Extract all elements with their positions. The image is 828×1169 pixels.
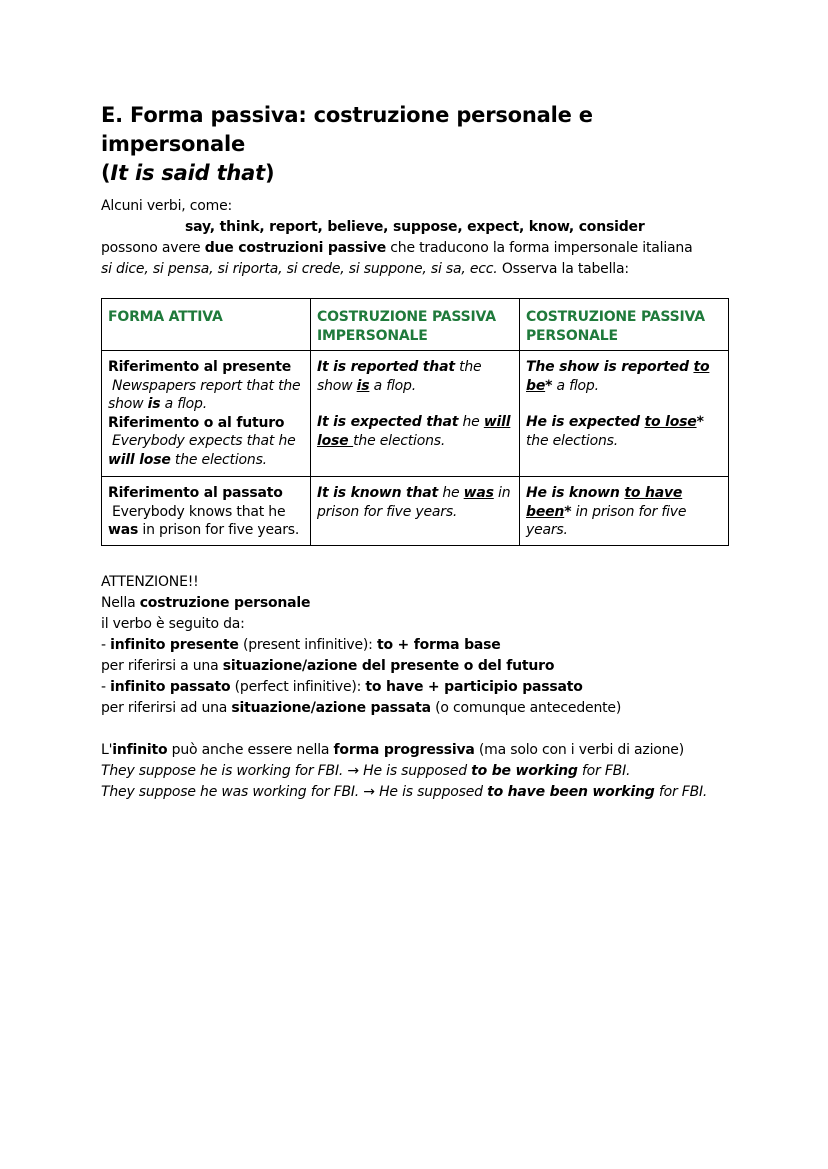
- cell-bold: It is reported that: [317, 359, 455, 375]
- cell-bold: The show is reported: [526, 359, 694, 375]
- progressive-example: [101, 782, 741, 803]
- cell-gap: [317, 395, 513, 413]
- header-forma-attiva: FORMA ATTIVA: [102, 299, 311, 351]
- notes-line: [101, 593, 741, 614]
- cell-text: the elections.: [353, 432, 446, 449]
- table-cell: [102, 351, 311, 477]
- cell-text: Newspapers report that the show: [108, 377, 301, 412]
- table-header-row: [102, 299, 729, 351]
- cell-bold: will lose: [108, 451, 171, 468]
- cell-underline: to be: [526, 359, 710, 394]
- cell-example: [108, 433, 296, 468]
- cell-example: [526, 414, 704, 449]
- notes-bold: costruzione personale: [139, 595, 311, 611]
- notes-text: per riferirsi a una: [101, 658, 223, 674]
- table-cell: [311, 351, 520, 477]
- notes-block: [101, 572, 741, 803]
- header-passiva-personale: COSTRUZIONE PASSIVA PERSONALE: [520, 299, 729, 351]
- cell-text: Everybody expects that he: [112, 433, 296, 449]
- table-row: [102, 477, 729, 546]
- cell-text: the show: [317, 359, 482, 394]
- intro-bold: due costruzioni passive: [204, 240, 387, 256]
- verb-list: say, think, report, believe, suppose, expect, know, consider: [185, 219, 645, 235]
- intro-line-4: [101, 259, 741, 280]
- notes-line: [101, 656, 741, 677]
- notes-text: (present infinitive):: [238, 637, 377, 653]
- intro-text: possono avere: [101, 240, 205, 256]
- notes-line: il verbo è seguito da:: [101, 616, 245, 632]
- paragraph-spacer: [101, 719, 741, 740]
- cell-bold: *: [545, 377, 553, 394]
- cell-underline: to have been: [526, 485, 683, 520]
- cell-bold: *: [564, 503, 572, 520]
- table-row: [102, 351, 729, 477]
- notes-bold: situazione/azione del presente o del futuro: [222, 658, 555, 674]
- cell-bold: He is known: [526, 485, 625, 501]
- progressive-text: può anche essere nella: [167, 742, 334, 758]
- cell-bold: He is expected: [526, 414, 645, 430]
- intro-line-3: [101, 238, 741, 259]
- cell-text: the elections.: [526, 432, 619, 449]
- cell-heading: Riferimento o al futuro: [108, 414, 285, 431]
- intro-block: [101, 196, 741, 280]
- progressive-bold: forma progressiva: [333, 742, 475, 758]
- cell-example: [317, 359, 481, 394]
- progressive-line: [101, 740, 741, 761]
- progressive-text: for FBI.: [577, 763, 631, 779]
- cell-gap: [526, 395, 722, 413]
- cell-underline: will lose: [317, 414, 511, 449]
- notes-bold: to + forma base: [376, 637, 501, 653]
- cell-heading: Riferimento al presente: [108, 359, 292, 375]
- progressive-bold: to be working: [471, 763, 578, 779]
- progressive-text: (ma solo con i verbi di azione): [474, 742, 684, 758]
- cell-underline: is: [356, 377, 370, 394]
- cell-heading: Riferimento al passato: [108, 485, 283, 501]
- progressive-bold: to have been working: [487, 784, 655, 800]
- title-italic: It is said that: [110, 161, 265, 185]
- progressive-text: L': [101, 742, 113, 758]
- cell-bold: *: [696, 414, 704, 430]
- cell-bold: is: [147, 396, 161, 412]
- cell-example: [317, 414, 510, 449]
- cell-text: in prison for five years.: [138, 522, 300, 538]
- cell-example: [526, 359, 709, 394]
- notes-text: -: [101, 637, 111, 653]
- cell-example: [317, 485, 510, 520]
- document-content: [101, 101, 741, 803]
- title-paren-open: (: [101, 161, 111, 185]
- intro-text: che traducono la forma impersonale italiana: [386, 240, 693, 256]
- cell-text: in prison for five years.: [317, 485, 511, 520]
- header-passiva-impersonale: COSTRUZIONE PASSIVA IMPERSONALE: [311, 299, 520, 351]
- notes-text: Nella: [101, 595, 140, 611]
- cell-underline: to lose: [644, 414, 697, 430]
- page-title: [101, 101, 741, 188]
- cell-text: he: [458, 414, 484, 430]
- cell-text: in prison for five years.: [526, 503, 687, 538]
- table-cell: [520, 477, 729, 546]
- cell-example: [526, 485, 686, 538]
- notes-text: per riferirsi ad una: [101, 700, 232, 716]
- intro-line-1: Alcuni verbi, come:: [101, 198, 233, 214]
- cell-text: a flop.: [552, 377, 599, 394]
- notes-bold: infinito presente: [110, 637, 239, 653]
- table-cell: [520, 351, 729, 477]
- title-paren-close: ): [265, 161, 275, 185]
- progressive-text: They suppose he was working for FBI. → He is supposed: [101, 784, 488, 800]
- progressive-text: They suppose he is working for FBI. → He is supposed: [101, 763, 472, 779]
- attention-heading: ATTENZIONE!!: [101, 574, 199, 590]
- cell-example: [108, 378, 300, 413]
- intro-text: Osserva la tabella:: [497, 261, 629, 277]
- cell-text: Everybody knows that he: [112, 503, 286, 520]
- notes-text: -: [101, 679, 111, 695]
- notes-text: (perfect infinitive):: [230, 679, 366, 695]
- progressive-bold: infinito: [112, 742, 168, 758]
- title-line-1: E. Forma passiva: costruzione personale e impersonale: [101, 103, 593, 156]
- notes-line: [101, 635, 741, 656]
- table-cell: [311, 477, 520, 546]
- cell-text: a flop.: [160, 396, 207, 412]
- intro-italic: si dice, si pensa, si riporta, si crede, si suppone, si sa, ecc.: [101, 261, 498, 277]
- notes-bold: infinito passato: [110, 679, 231, 695]
- cell-text: he: [438, 485, 464, 501]
- cell-underline: was: [463, 485, 494, 501]
- notes-bold: situazione/azione passata: [231, 700, 431, 716]
- cell-text: the elections.: [170, 451, 267, 468]
- cell-bold: was: [108, 522, 139, 538]
- notes-line: [101, 677, 741, 698]
- cell-bold: It is known that: [317, 485, 439, 501]
- notes-text: (o comunque antecedente): [430, 700, 622, 716]
- notes-line: [101, 698, 741, 719]
- table-cell: [102, 477, 311, 546]
- comparison-table: [101, 298, 729, 546]
- cell-text: a flop.: [369, 377, 416, 394]
- progressive-example: [101, 761, 741, 782]
- cell-bold: It is expected that: [317, 414, 459, 430]
- notes-bold: to have + participio passato: [365, 679, 583, 695]
- progressive-text: for FBI.: [654, 784, 708, 800]
